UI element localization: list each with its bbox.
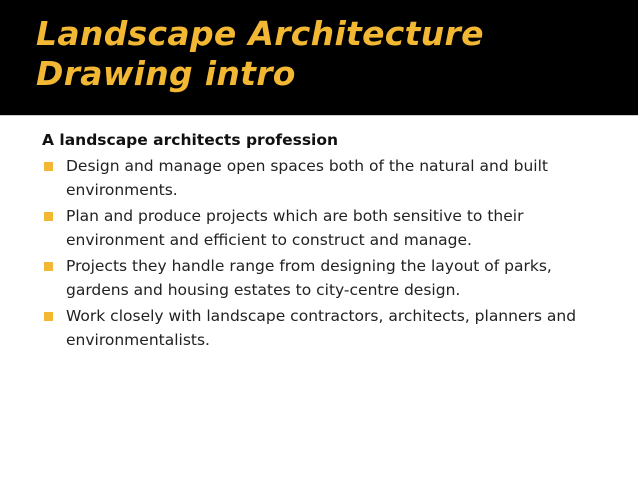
slide-content xyxy=(42,128,612,354)
bullet-text: Design and manage open spaces both of the natural and built environments. xyxy=(66,157,548,199)
square-bullet-icon xyxy=(44,262,53,271)
bullet-text: Plan and produce projects which are both sensitive to their environment and efficient to construct and manage. xyxy=(66,207,524,249)
bullet-item xyxy=(42,154,612,202)
slide-title: Landscape Architecture Drawing intro xyxy=(36,14,484,93)
title-bar xyxy=(0,0,638,116)
bullet-text: Projects they handle range from designing the layout of parks, gardens and housing estates to city-centre design. xyxy=(66,257,552,299)
bullet-text: Work closely with landscape contractors, architects, planners and environmentalists. xyxy=(66,307,577,349)
bullet-list xyxy=(42,154,612,352)
square-bullet-icon xyxy=(44,312,53,321)
square-bullet-icon xyxy=(44,162,53,171)
bullet-item xyxy=(42,304,612,352)
bullet-item xyxy=(42,204,612,252)
slide-heading: A landscape architects profession xyxy=(42,131,339,149)
bullet-item xyxy=(42,254,612,302)
square-bullet-icon xyxy=(44,212,53,221)
